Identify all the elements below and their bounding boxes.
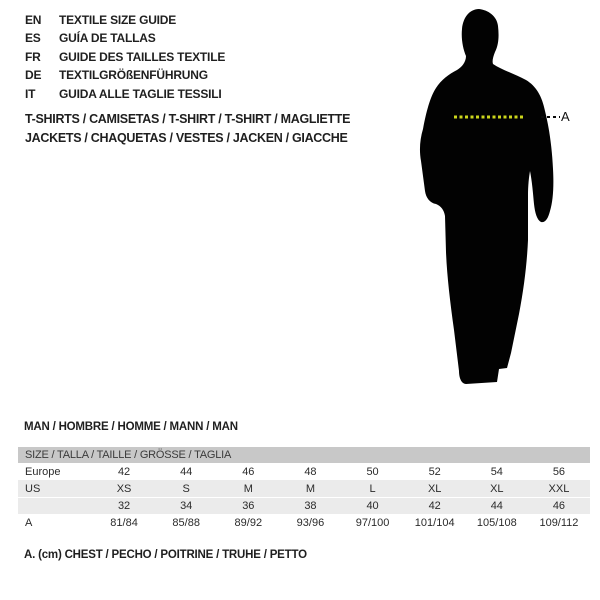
table-cell: 42 [117,465,131,478]
table-cell: XXL [548,482,570,495]
table-cell: 52 [428,465,441,478]
language-code: ES [25,31,41,46]
table-cell: XL [427,482,442,495]
table-cell: 56 [552,465,566,478]
measurement-label-a: A [561,109,570,124]
table-cell: 48 [304,465,317,478]
table-cell: XS [116,482,132,495]
language-code: DE [25,68,42,83]
table-row-us [18,480,590,497]
table-cell: 89/92 [234,516,263,529]
language-label: TEXTILGRÖßENFÜHRUNG [59,68,208,83]
table-cell: 40 [366,500,379,512]
table-cell: 32 [117,500,131,512]
table-cell: 93/96 [296,516,325,529]
row-label: A [25,516,33,529]
table-cell: 54 [490,465,503,478]
table-row-us-numeric [18,497,590,514]
table-cell: 50 [366,465,379,478]
table-cell: 109/112 [539,516,579,529]
category-line-tshirts: T-SHIRTS / CAMISETAS / T-SHIRT / T-SHIRT / MAGLIETTE [25,112,351,126]
language-label: GUIDA ALLE TAGLIE TESSILI [59,86,222,101]
table-cell: XL [490,482,504,495]
table-cell: 38 [304,500,317,512]
table-cell: L [369,482,376,495]
language-label: GUIDE DES TAILLES TEXTILE [59,49,226,64]
table-cell: 101/104 [414,516,455,529]
table-cell: 36 [242,500,255,512]
table-row-chest-a [18,514,590,531]
size-table-header: SIZE / TALLA / TAILLE / GRÖSSE / TAGLIA [18,447,590,463]
table-cell: 44 [490,500,503,512]
language-code: EN [25,13,42,27]
table-cell: 105/108 [476,516,517,529]
section-title-man: MAN / HOMBRE / HOMME / MANN / MAN [24,421,238,433]
footnote-chest-legend: A. (cm) CHEST / PECHO / POITRINE / TRUHE / PETTO [24,549,307,561]
table-cell: 44 [180,465,193,478]
language-code: IT [25,86,36,101]
row-label: US [25,482,41,495]
language-code: FR [25,49,41,64]
size-table [18,447,590,531]
table-cell: 34 [180,500,193,512]
row-label: Europe [25,465,61,478]
table-cell: 81/84 [110,516,138,529]
table-cell: 85/88 [172,516,200,529]
table-cell: M [243,482,253,495]
table-row-europe [18,463,590,480]
man-silhouette [420,9,553,384]
category-line-jackets: JACKETS / CHAQUETAS / VESTES / JACKEN / GIACCHE [25,130,348,145]
table-cell: 42 [428,500,441,512]
language-label: TEXTILE SIZE GUIDE [59,13,177,27]
table-cell: M [305,482,316,495]
table-cell: S [182,482,190,495]
table-cell: 46 [552,500,566,512]
language-label: GUÍA DE TALLAS [59,31,156,46]
table-cell: 97/100 [355,516,390,529]
table-cell: 46 [242,465,255,478]
